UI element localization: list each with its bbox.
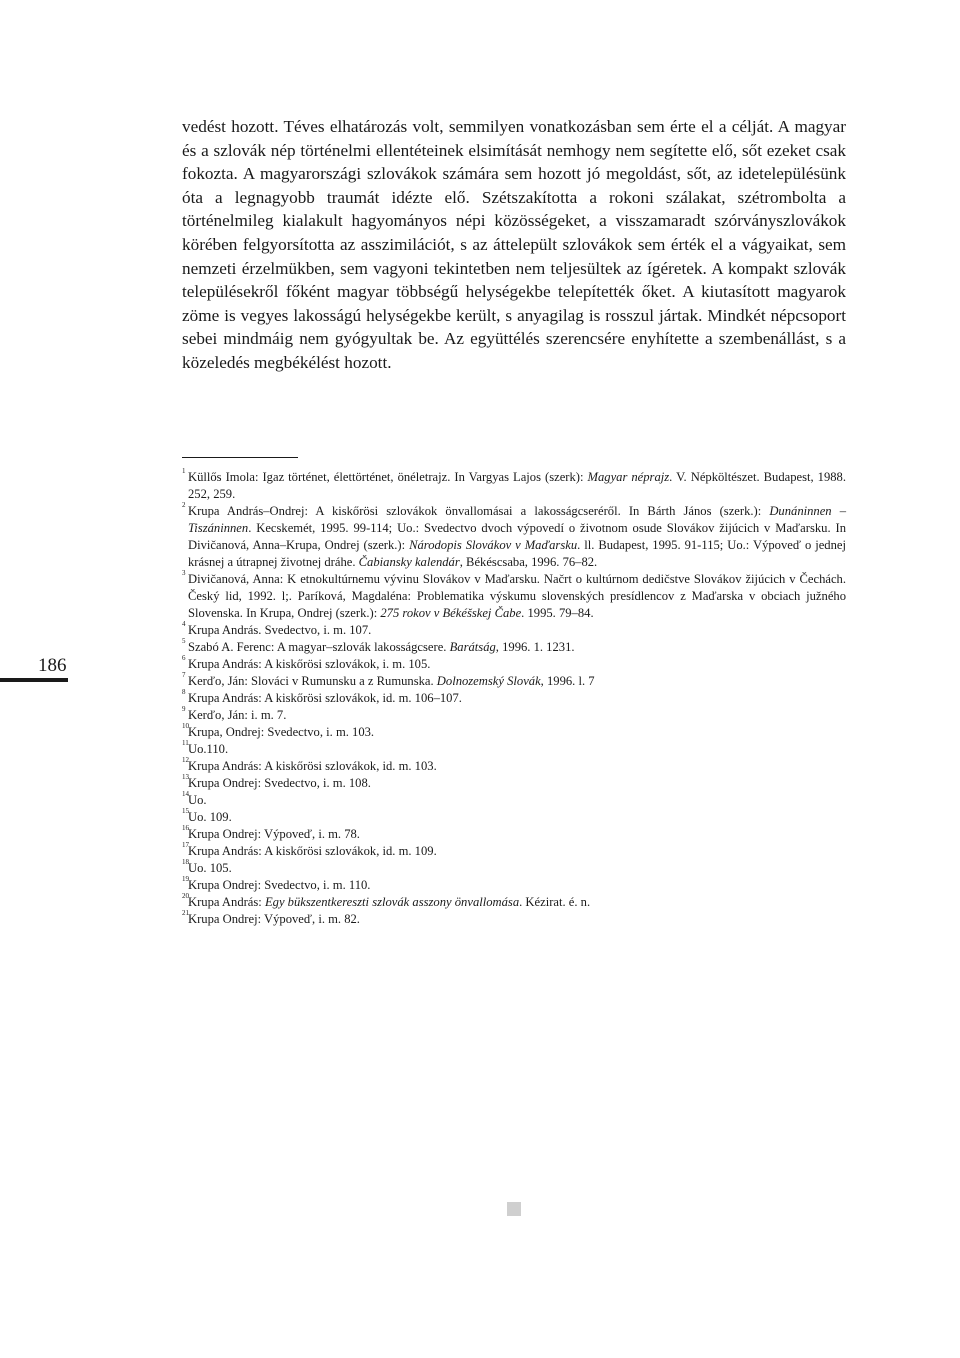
footnote-text: . ll. Budapest, 1995. 91-115; Uo.: Výpoveď o jednej krásnej a útrapnej životnej dráhe.: [188, 538, 846, 569]
footnote-title: Magyar néprajz: [587, 470, 670, 484]
footnote-number: 12: [182, 756, 189, 764]
footnote-item: [182, 741, 846, 758]
footnote-text: Krupa Ondrej: Výpoveď, i. m. 82.: [188, 912, 360, 926]
footnote-title: Egy bükszentkereszti szlovák asszony önvallomása: [264, 895, 520, 909]
footnote-item: [182, 775, 846, 792]
footnote-number: 1: [182, 467, 186, 475]
footnote-number: 4: [182, 620, 186, 628]
footnote-item: [182, 571, 846, 622]
footnote-item: [182, 707, 846, 724]
footnote-title: Barátság: [449, 640, 496, 654]
footnote-text: Krupa András:: [188, 895, 265, 909]
footnote-text: , 1996. 1. 1231.: [495, 640, 575, 654]
footnote-number: 9: [182, 705, 186, 713]
gray-square-marker: [507, 1202, 521, 1216]
footnote-number: 19: [182, 875, 189, 883]
footnote-text: , 1996. l. 7: [540, 674, 595, 688]
footnote-item: [182, 622, 846, 639]
footnote-text: Kerďo, Ján: i. m. 7.: [188, 708, 287, 722]
footnote-item: [182, 724, 846, 741]
footnote-item: [182, 673, 846, 690]
footnotes-list: [182, 469, 846, 928]
footnote-item: [182, 860, 846, 877]
footnote-item: [182, 911, 846, 928]
footnote-number: 21: [182, 909, 189, 917]
footnote-number: 7: [182, 671, 186, 679]
footnote-text: Krupa, Ondrej: Svedectvo, i. m. 103.: [188, 725, 375, 739]
footnote-text: Szabó A. Ferenc: A magyar–szlovák lakosságcsere.: [188, 640, 450, 654]
footnote-number: 16: [182, 824, 189, 832]
footnote-title: Čabiansky kalendár: [358, 555, 460, 569]
footnote-number: 17: [182, 841, 189, 849]
footnote-item: [182, 469, 846, 503]
footnote-text: Krupa Ondrej: Výpoveď, i. m. 78.: [188, 827, 360, 841]
footnote-text: . Kecskemét, 1995. 99-114; Uo.: Svedectvo dvoch výpovedí o životnom osude Slovákov žijúcich v Maďarsku. In Divičanová, Anna–Krupa, Ondrej (szerk.):: [188, 521, 846, 552]
footnote-text: . Kézirat. é. n.: [519, 895, 591, 909]
footnote-text: Krupa András–Ondrej: A kiskőrösi szlovákok önvallomásai a lakosságcseréről. In Bárth János (szerk.):: [188, 504, 770, 518]
footnote-text: Uo. 109.: [188, 810, 232, 824]
footnote-text: Uo. 105.: [188, 861, 232, 875]
body-text: [182, 115, 846, 375]
footnote-number: 5: [182, 637, 186, 645]
footnote-number: 20: [182, 892, 189, 900]
footnote-number: 14: [182, 790, 189, 798]
footnote-text: Krupa András. Svedectvo, i. m. 107.: [188, 623, 372, 637]
footnote-text: Uo.: [188, 793, 207, 807]
footnote-number: 3: [182, 569, 186, 577]
footnote-item: [182, 792, 846, 809]
footnote-item: [182, 639, 846, 656]
footnote-title: Dunáninnen – Tiszáninnen: [188, 504, 846, 535]
footnote-item: [182, 894, 846, 911]
page-number: 186: [38, 655, 67, 676]
footnote-number: 10: [182, 722, 189, 730]
footnote-text: Krupa András: A kiskőrösi szlovákok, id. m. 109.: [188, 844, 437, 858]
footnote-text: Krupa Ondrej: Svedectvo, i. m. 110.: [188, 878, 371, 892]
margin-bar: [0, 678, 68, 682]
footnote-text: Divičanová, Anna: K etnokultúrnemu vývinu Slovákov v Maďarsku. Načrt o kultúrnom dedičstve Slovákov žijúcich v Čechách. Český lid, 1992. l;. Paríková, Magdaléna: Problematika výskumu slovenských presídlencov z Maďarska v obciach južného Slovenska. In Krupa, Ondrej (szerk.):: [188, 572, 846, 620]
footnote-item: [182, 758, 846, 775]
footnote-item: [182, 877, 846, 894]
footnote-text: , Békéscsaba, 1996. 76–82.: [459, 555, 598, 569]
footnote-number: 8: [182, 688, 186, 696]
footnote-item: [182, 809, 846, 826]
footnote-item: [182, 690, 846, 707]
footnote-text: Krupa András: A kiskőrösi szlovákok, id. m. 106–107.: [188, 691, 462, 705]
footnote-title: Národopis Slovákov v Maďarsku: [409, 538, 578, 552]
footnote-item: [182, 656, 846, 673]
footnote-title: Dolnozemský Slovák: [436, 674, 541, 688]
footnote-text: Küllős Imola: Igaz történet, élettörténet, önéletrajz. In Vargyas Lajos (szerk):: [188, 470, 588, 484]
footnote-text: Krupa Ondrej: Svedectvo, i. m. 108.: [188, 776, 371, 790]
footnote-number: 2: [182, 501, 186, 509]
footnote-text: Uo.110.: [188, 742, 229, 756]
footnote-item: [182, 503, 846, 571]
footnote-text: Krupa András: A kiskőrösi szlovákok, i. m. 105.: [188, 657, 431, 671]
footnote-text: . V. Népköltészet. Budapest, 1988. 252, 259.: [188, 470, 846, 501]
footnote-number: 6: [182, 654, 186, 662]
footnote-text: Krupa András: A kiskőrösi szlovákok, id. m. 103.: [188, 759, 437, 773]
footnote-number: 13: [182, 773, 189, 781]
footnote-title: 275 rokov v Békéšskej Čabe: [380, 606, 522, 620]
footnote-item: [182, 826, 846, 843]
body-paragraph: vedést hozott. Téves elhatározás volt, semmilyen vonatkozásban sem érte el a célját. A magyar és a szlovák nép történelmi ellentéteinek elsimítását nemhogy nem segítette elő, sőt ezeket csak fokozta. A magyarországi szlovákok számára sem hozott jó megoldást, sőt, az idetelepülésünk óta a legnagyobb traumát idézte elő. Szétszakította a rokoni szálakat, szétrombolta a történelmileg kialakult hagyományos népi közösségeket, a visszamaradt szórványszlovákok körében felgyorsította az asszimilációt, s az áttelepült szlovákok sem érték el a vágyaikat, sem nemzeti érzelmükben, sem vagyoni tekintetben nem teljesültek az ígéretek. A kompakt szlovák településekről főként magyar többségű helységekbe telepítették őket. A kiutasított magyarok zöme is vegyes lakosságú helységekbe került, s anyagilag is rosszul jártak. Mindkét népcsoport sebei mindmáig nem gyógyultak be. Az együttélés szerencsére enyhítette a szembenállást, s a közeledés megbékélést hozott.: [182, 117, 846, 372]
footnote-number: 11: [182, 739, 189, 747]
footnote-item: [182, 843, 846, 860]
footnote-number: 18: [182, 858, 189, 866]
footnote-number: 15: [182, 807, 189, 815]
footnote-separator: [182, 457, 298, 458]
footnote-text: . 1995. 79–84.: [521, 606, 594, 620]
footnote-text: Kerďo, Ján: Slováci v Rumunsku a z Rumunska.: [188, 674, 437, 688]
